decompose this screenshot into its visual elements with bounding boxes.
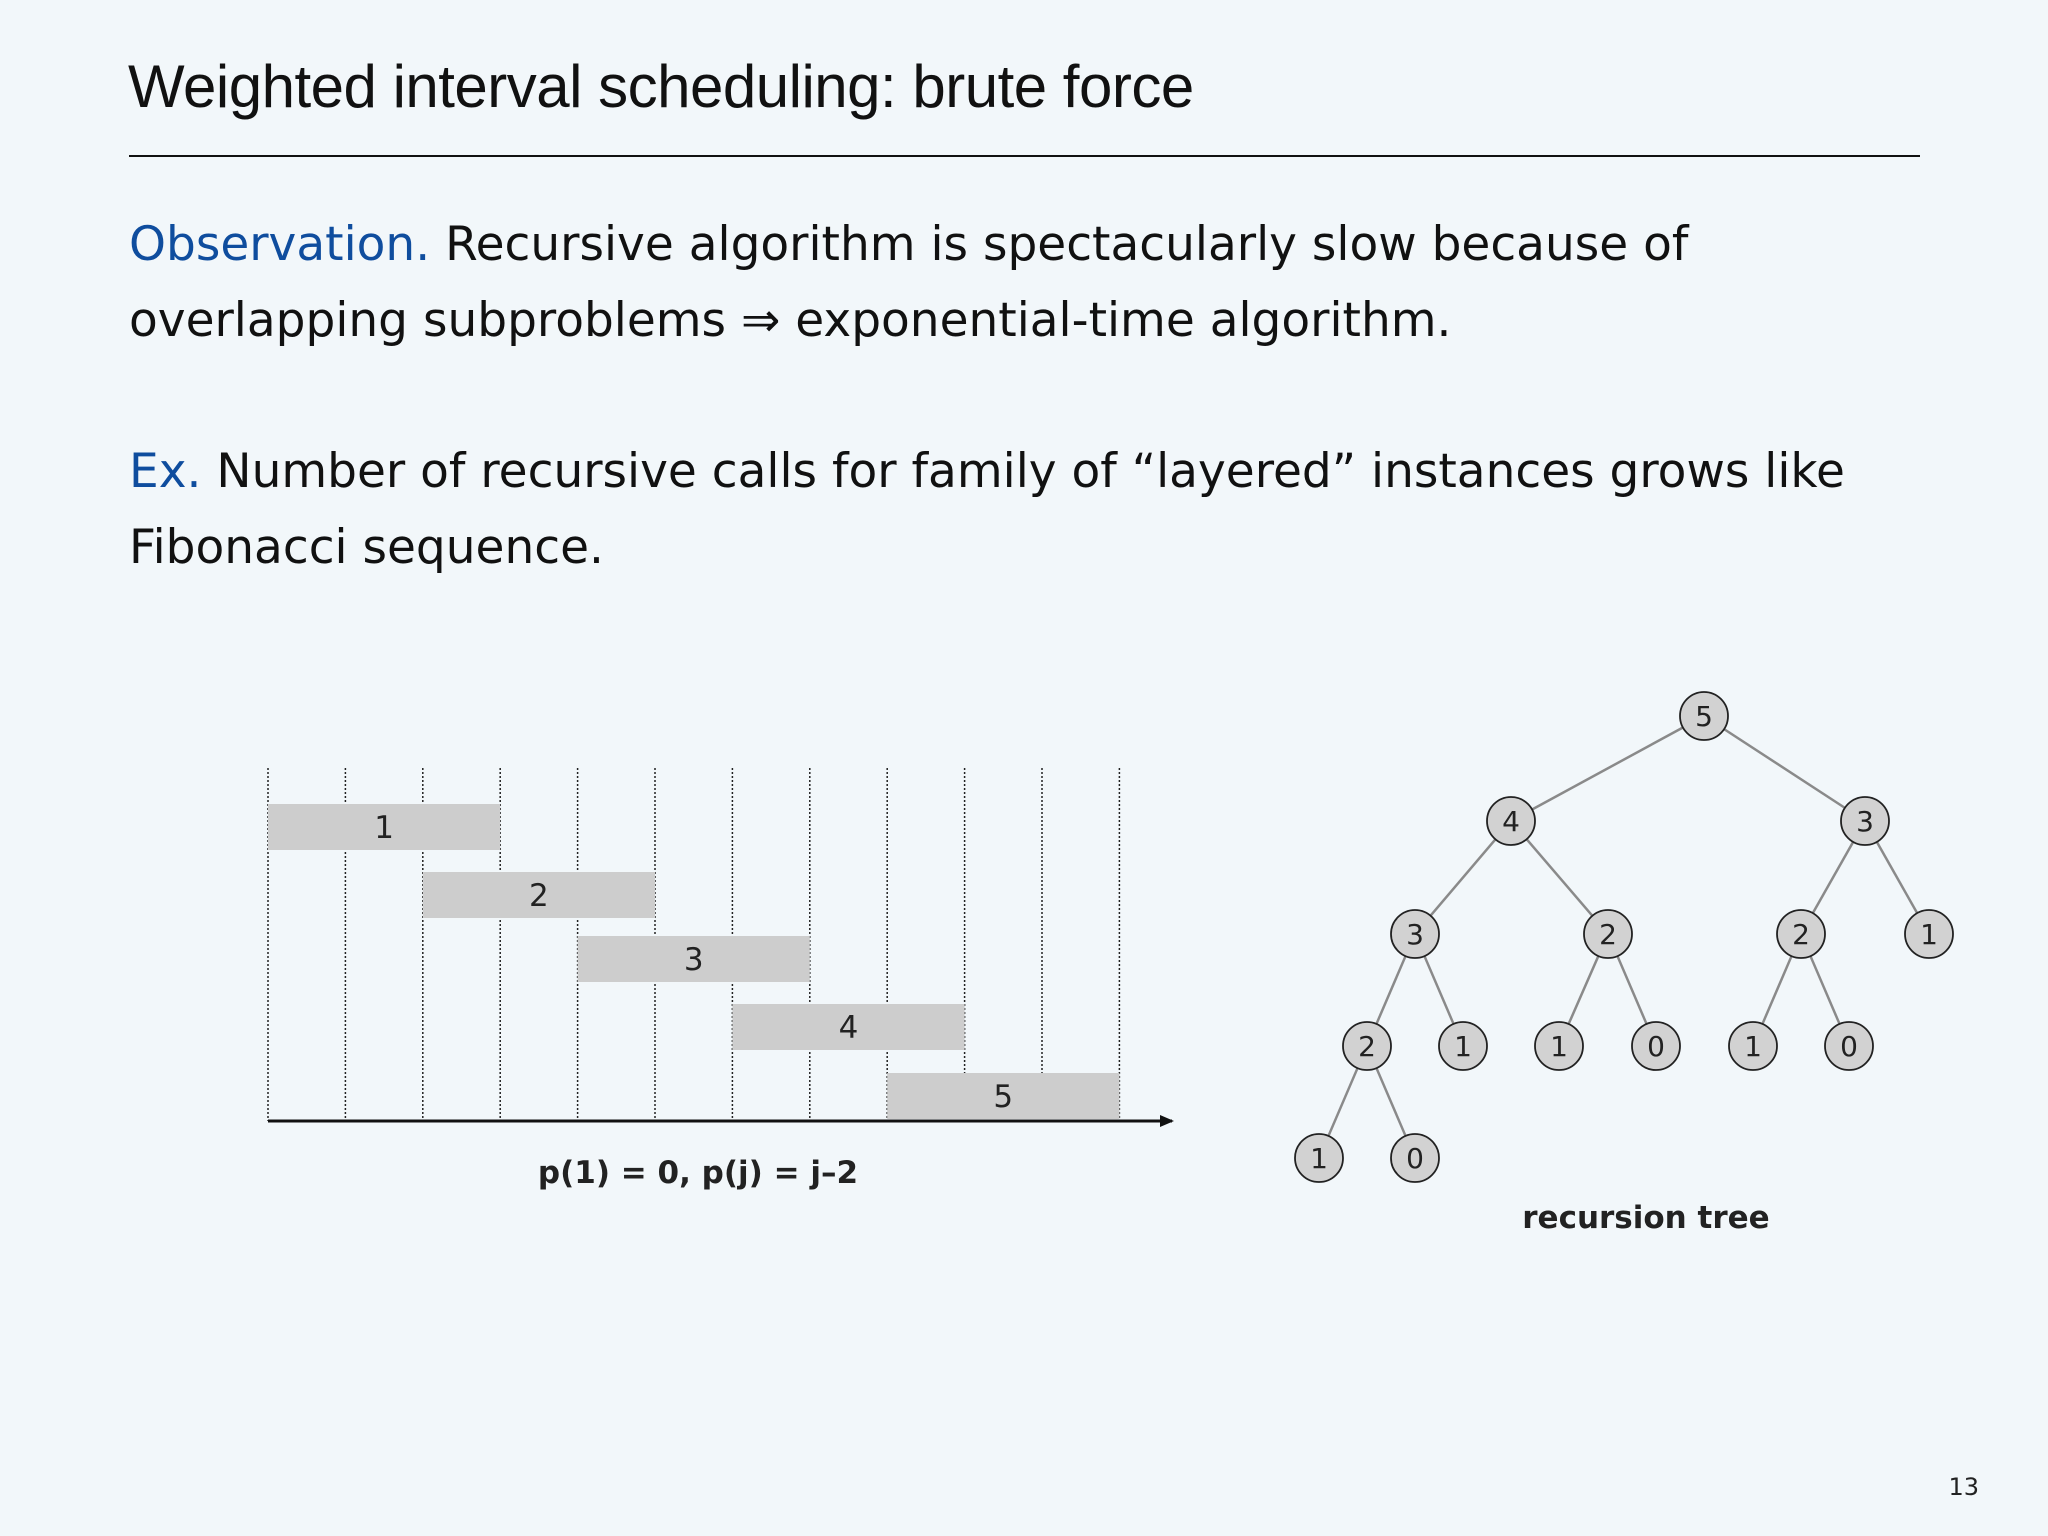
tree-node-label: 1 [1550, 1030, 1568, 1063]
page-number: 13 [1948, 1473, 1979, 1501]
slide-title: Weighted interval scheduling: brute force [128, 53, 1194, 120]
tree-edge [1376, 1068, 1405, 1136]
tree-edge [1424, 956, 1453, 1024]
tree-node-label: 1 [1454, 1030, 1472, 1063]
interval-label-1: 1 [374, 810, 394, 846]
observation-text-line2: overlapping subproblems ⇒ exponential-time algorithm. [129, 293, 1452, 348]
tree-edge [1569, 956, 1599, 1024]
tree-edge [1724, 729, 1845, 808]
tree-node-label: 1 [1744, 1030, 1762, 1063]
tree-node-label: 3 [1856, 805, 1874, 838]
observation-text-line1: Recursive algorithm is spectacularly slow because of [445, 217, 1689, 272]
interval-label-4: 4 [838, 1010, 859, 1046]
tree-node-label: 2 [1792, 918, 1810, 951]
tree-edge [1532, 727, 1683, 809]
tree-node-label: 2 [1358, 1030, 1376, 1063]
tree-node-label: 4 [1502, 805, 1520, 838]
tree-caption: recursion tree [1522, 1200, 1770, 1236]
tree-edge [1810, 956, 1839, 1024]
tree-node-label: 0 [1647, 1030, 1665, 1063]
observation-lead: Observation. [129, 217, 431, 272]
tree-edge [1376, 956, 1405, 1024]
interval-label-5: 5 [993, 1079, 1014, 1115]
tree-edge [1431, 839, 1496, 915]
interval-label-2: 2 [529, 878, 549, 914]
tree-edge [1877, 842, 1917, 913]
tree-node-label: 5 [1695, 700, 1713, 733]
example-lead: Ex. [129, 444, 202, 499]
tree-node-label: 2 [1599, 918, 1617, 951]
interval-bars [268, 804, 1119, 1119]
intervals-caption: p(1) = 0, p(j) = j–2 [537, 1155, 859, 1191]
recursion-tree [1295, 692, 1953, 1236]
tree-node-label: 0 [1840, 1030, 1858, 1063]
example-text-line1: Number of recursive calls for family of “layered” instances grows like [216, 444, 1845, 499]
tree-edge [1617, 956, 1646, 1024]
tree-edge [1527, 839, 1593, 916]
tree-edge [1762, 956, 1791, 1024]
interval-label-3: 3 [683, 942, 704, 978]
tree-node-label: 1 [1310, 1142, 1328, 1175]
tree-edge [1813, 842, 1853, 913]
tree-node-label: 0 [1406, 1142, 1424, 1175]
intervals-diagram [268, 768, 1172, 1191]
tree-node-label: 1 [1920, 918, 1938, 951]
tree-edge [1328, 1068, 1357, 1136]
tree-node-label: 3 [1406, 918, 1424, 951]
example-text-line2: Fibonacci sequence. [129, 520, 604, 575]
